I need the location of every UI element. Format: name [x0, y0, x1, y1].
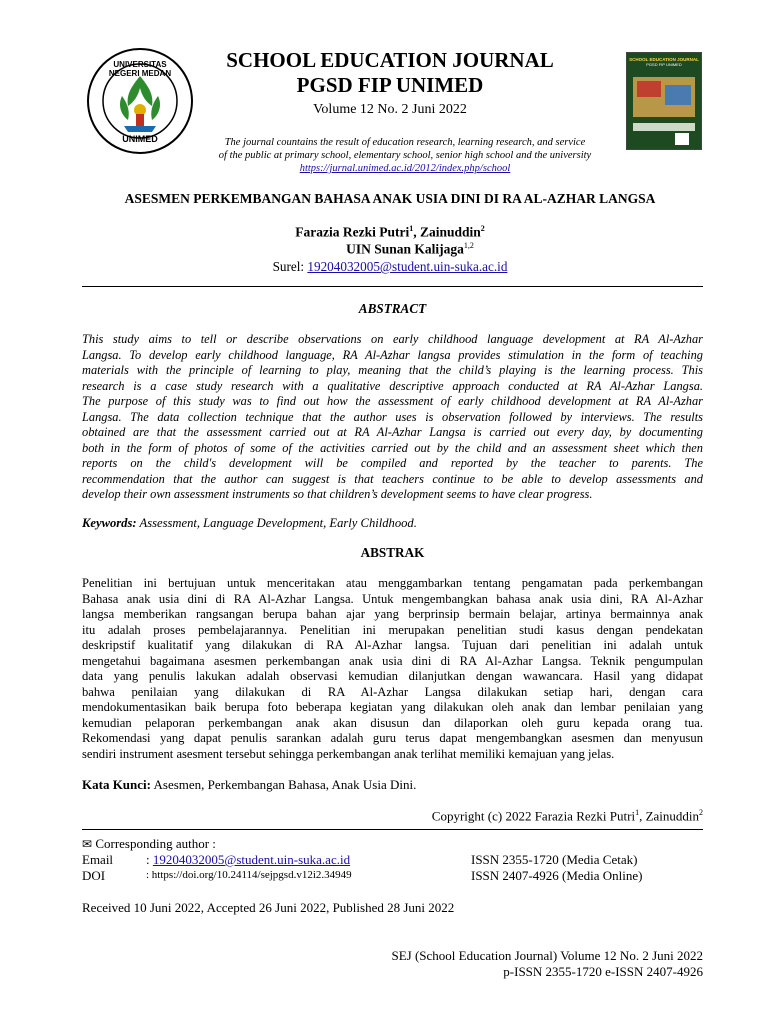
corresponding-author: ✉ Corresponding author :	[82, 836, 216, 851]
journal-title-line1: SCHOOL EDUCATION JOURNAL	[226, 48, 554, 72]
journal-description	[180, 136, 630, 175]
abstract-heading: ABSTRACT	[358, 301, 427, 316]
envelope-icon: ✉	[82, 837, 93, 851]
corresponding-email-link[interactable]: 19204032005@student.uin-suka.ac.id	[152, 852, 351, 867]
affiliation: UIN Sunan Kalijaga$^{1,2}$	[346, 241, 474, 257]
doi-value[interactable]: : https://doi.org/10.24114/sejpgsd.v12i2.34949	[146, 869, 352, 881]
abstrak-body	[82, 576, 703, 762]
kata-kunci-label: Kata Kunci:	[82, 777, 151, 792]
abstrak-line: Penelitian ini bertujuan untuk menceritakan atau menggambarkan tentang pengamatan pada perkembangan	[82, 576, 703, 590]
abstract-line: recommendation that the author can suggest is that teachers continue to be able to develop assessments and	[82, 471, 703, 486]
surel: Surel: 19204032005@student.uin-suka.ac.id	[272, 259, 508, 274]
abstract-line: reports on the child's development will be compiled and reported by the teacher to parents. The	[82, 456, 703, 470]
doi-label: DOI	[82, 868, 106, 883]
running-footer	[300, 948, 703, 980]
abstract-line: This study aims to tell or describe observations on early childhood language development at RA Al-Azhar	[82, 332, 703, 346]
abstrak-line: mendokumentasikan baik berupa foto beberapa kegiatan yang dilakukan oleh anak dan lembar penilaian yang	[82, 700, 703, 714]
abstrak-line: Rekomendasi yang dapat penulis sarankan adalah guru terus dapat mengembangkan asesmen dan menyusun	[82, 731, 703, 745]
running-footer-line2: p-ISSN 2355-1720 e-ISSN 2407-4926	[503, 964, 703, 979]
abstrak-line: kemudian pelaporan perkembangan anak akan disusun dan dilaporkan oleh guru kepada orang tua.	[82, 715, 703, 730]
abstrak-line: Bahasa anak usia dini di RA Al-Azhar Langsa. Untuk mengembangkan bahasa anak usia dini, RA Al-Azhar	[82, 591, 703, 606]
journal-title-line2: PGSD FIP UNIMED	[296, 73, 484, 97]
kata-kunci	[82, 777, 703, 793]
journal-description-line1: The journal countains the result of education research, learning research, and service	[224, 137, 586, 148]
running-footer-line1: SEJ (School Education Journal) Volume 12 No. 2 Juni 2022	[391, 948, 703, 963]
logo-text-bottom: UNIMED	[122, 134, 158, 144]
keywords	[82, 516, 703, 531]
footer-divider	[82, 829, 703, 830]
journal-volume: Volume 12 No. 2 Juni 2022	[313, 102, 467, 117]
abstract-line: both in the form of photos of some of the activities carried out by the child and an assessment sheet which then	[82, 440, 703, 455]
issn-print: ISSN 2355-1720 (Media Cetak)	[471, 852, 638, 867]
abstrak-line: mengetahui bagaimana asesmen perkembangan anak usia dini di RA Al-Azhar Langsa. Teknik pengumpulan	[82, 653, 703, 668]
author-1: Farazia Rezki Putri	[295, 224, 410, 240]
abstrak-line: sendiri instrument asesment tersebut sehingga perkembangan anak terlihat memiliki kemajuan yang jelas.	[82, 746, 615, 761]
journal-title	[200, 48, 580, 98]
abstrak-line: langsa memberikan rangsangan berupa bahan ajar yang berprinsip bermain belajar, artinya bermainnya anak	[82, 607, 703, 621]
abstrak-line: deskripstif kualitatif yang dilakukan di RA Al-Azhar langsa. Tujuan dari penelitian ini adalah untuk	[82, 638, 703, 652]
cover-title: SCHOOL EDUCATION JOURNAL	[629, 57, 699, 62]
author-list: Farazia Rezki Putri$^1$, Zainuddin$^2$	[295, 224, 485, 240]
received-dates: Received 10 Juni 2022, Accepted 26 Juni 2022, Published 28 Juni 2022	[82, 900, 455, 915]
abstract-line: The purpose of this study was to find out how the assessment of early childhood development at RA Al-Azhar	[82, 394, 703, 408]
abstract-line: research is a case study research with a qualitative descriptive approach conducted at RA Al-Azhar Langsa.	[82, 378, 703, 393]
cover-subtitle: PGSD FIP UNIMED	[646, 62, 682, 67]
abstract-line: Langsa. To develop early childhood language, RA Al-Azhar langsa provides stimulation in the form of teaching	[82, 347, 703, 362]
issn-online: ISSN 2407-4926 (Media Online)	[471, 868, 643, 883]
email-label: Email	[82, 852, 114, 867]
email-value: : 19204032005@student.uin-suka.ac.id	[146, 852, 351, 867]
abstract-line: materials with the principle of learning to play, meaning that the child’s playing is the learning process. This	[82, 363, 703, 377]
abstract-body	[82, 332, 703, 503]
abstract-line: obtained are that the assessment carried out at RA Al-Azhar Langsa is carried out every day, by documenting	[82, 425, 703, 439]
copyright: Copyright (c) 2022 Farazia Rezki Putri$^1$, Zainuddin$^2$	[431, 808, 703, 824]
kata-kunci-value: Asesmen, Perkembangan Bahasa, Anak Usia Dini.	[150, 777, 417, 792]
author-2: , Zainuddin	[413, 224, 481, 240]
journal-description-line2: of the public at primary school, elementary school, senior high school and the university	[218, 150, 592, 161]
abstrak-line: itu adalah proses pembelajarannya. Penelitian ini merupakan penelitian studi kasus dengan pendekatan	[82, 622, 703, 637]
header-divider	[82, 286, 703, 287]
keywords-label: Keywords:	[82, 516, 137, 530]
abstract-line: develop their own assessment instruments so that children’s development seems to have clear progress.	[82, 487, 593, 501]
author-email-link[interactable]: 19204032005@student.uin-suka.ac.id	[307, 259, 508, 274]
article-title: ASESMEN PERKEMBANGAN BAHASA ANAK USIA DINI DI RA AL-AZHAR LANGSA	[124, 191, 656, 206]
logo-text-top: UNIVERSITAS NEGERI MEDAN	[108, 60, 172, 78]
journal-cover-image	[626, 52, 702, 150]
abstrak-heading: ABSTRAK	[360, 545, 425, 560]
journal-url-link[interactable]: https://jurnal.unimed.ac.id/2012/index.php/school	[299, 163, 511, 174]
keywords-value: Assessment, Language Development, Early Childhood.	[136, 516, 417, 530]
abstrak-line: data yang penulis lakukan adalah observasi kemudian dilanjutkan dengan wawancara. Hasil yang didapat	[82, 669, 703, 683]
abstrak-line: bahwa penilaian yang dilakukan di RA Al-Azhar Langsa dilakukan setiap hari, dengan cara	[82, 684, 703, 699]
abstract-line: Langsa. The data collection technique that the author uses is observation followed by interviews. The results	[82, 409, 703, 424]
